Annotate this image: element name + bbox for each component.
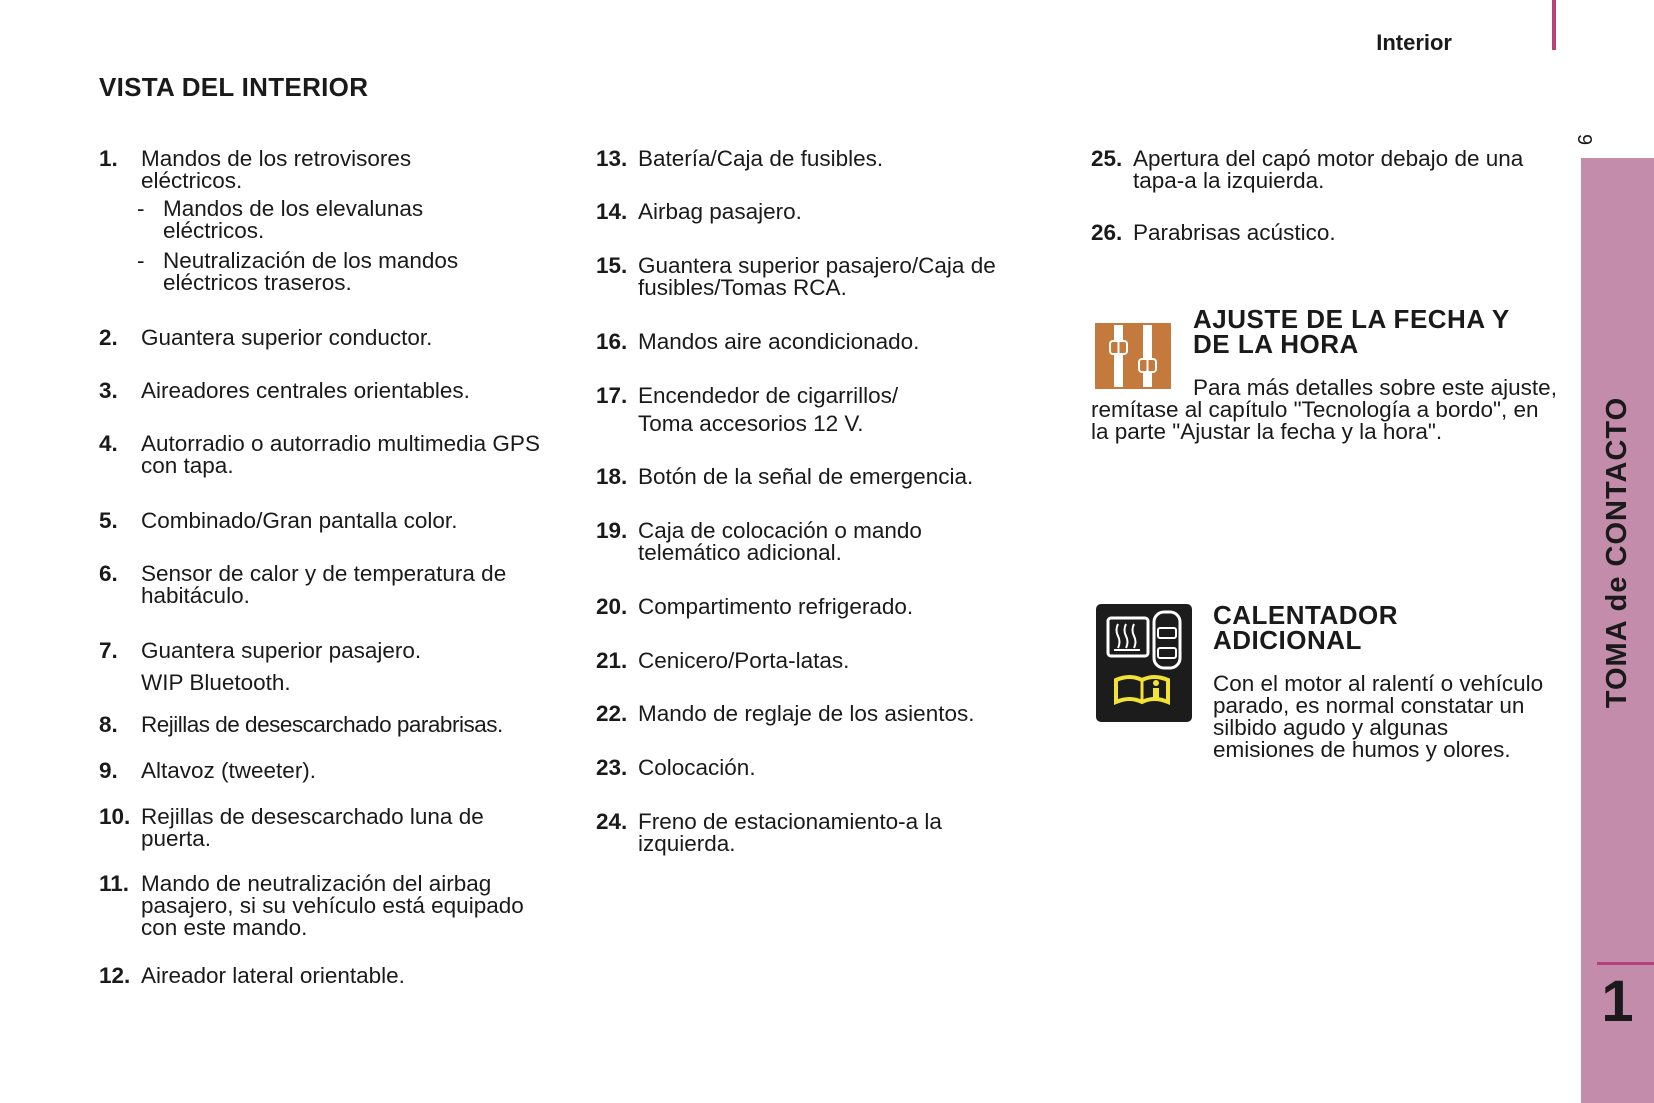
list-item: [596, 757, 1036, 779]
list-item: [99, 640, 569, 662]
list-item: [99, 510, 569, 532]
item-number: 18.: [596, 464, 628, 489]
item-number: 16.: [596, 329, 628, 354]
list-item: [596, 703, 1046, 725]
section-tick: [1552, 0, 1556, 50]
heater-text: Con el motor al ralentí o vehículo parado, es normal constatar un silbido agudo y algunas emisiones de humos y olores.: [1213, 671, 1544, 762]
item-text: Mando de neutralización del airbag pasajero, si su vehículo está equipado con este mando.: [141, 871, 524, 940]
item-text: Mando de reglaje de los asientos.: [638, 701, 975, 726]
item-number: 10.: [99, 804, 131, 829]
heater-info-icon: [1096, 604, 1192, 722]
item-number: 3.: [99, 378, 118, 403]
chapter-rule: [1597, 962, 1654, 965]
sub-item-dash: -: [137, 248, 145, 273]
list-item: [99, 380, 569, 402]
list-item: [596, 201, 1036, 223]
item-text: Aireadores centrales orientables.: [141, 378, 470, 403]
item-number: 21.: [596, 648, 628, 673]
item-number: 22.: [596, 701, 628, 726]
sub-item: [137, 250, 537, 294]
item-number: 5.: [99, 508, 118, 533]
chapter-title-text: TOMA de CONTACTO: [1601, 396, 1633, 708]
list-item: [596, 650, 1036, 672]
list-item: [596, 331, 1036, 353]
list-item: [99, 563, 549, 607]
section-label: Interior: [1376, 30, 1452, 55]
list-item: [596, 466, 1046, 488]
list-item: [99, 714, 579, 736]
item-number: 1.: [99, 146, 118, 171]
list-item: [596, 520, 1016, 564]
list-item: [99, 806, 559, 850]
item-number: 20.: [596, 594, 628, 619]
list-item: [1091, 148, 1551, 192]
item-number: 14.: [596, 199, 628, 224]
item-text: Rejillas de desescarchado parabrisas.: [141, 712, 503, 737]
date-settings-title: AJUSTE DE LA FECHA Y DE LA HORA: [1193, 304, 1510, 359]
item-number: 6.: [99, 561, 118, 586]
list-item: [596, 148, 1036, 170]
item-text: Freno de estacionamiento-a la izquierda.: [638, 809, 942, 856]
item-number: 13.: [596, 146, 628, 171]
item-text: Caja de colocación o mando telemático adicional.: [638, 518, 922, 565]
list-item: [99, 760, 569, 782]
list-item: [596, 596, 1036, 618]
list-item: [596, 255, 1026, 299]
item-text: Botón de la señal de emergencia.: [638, 464, 974, 489]
sub-item-text: Neutralización de los mandos eléctricos traseros.: [163, 248, 459, 295]
item-text: Aireador lateral orientable.: [141, 963, 405, 988]
item-text: Guantera superior pasajero.: [141, 638, 422, 663]
item-text: Parabrisas acústico.: [1133, 220, 1336, 245]
item-text: Guantera superior conductor.: [141, 325, 433, 350]
item-text: Mandos aire acondicionado.: [638, 329, 920, 354]
heater-title: CALENTADOR ADICIONAL: [1213, 600, 1399, 655]
item-number: 26.: [1091, 220, 1123, 245]
list-item: [99, 965, 559, 987]
item-text: Combinado/Gran pantalla color.: [141, 508, 458, 533]
item-text: Mandos de los retrovisores eléctricos.: [141, 146, 412, 193]
list-item: [99, 873, 559, 939]
item-number: 4.: [99, 431, 118, 456]
item-number: 25.: [1091, 146, 1123, 171]
sub-item-text: Mandos de los elevalunas eléctricos.: [163, 196, 424, 243]
item-text: Encendedor de cigarrillos/: [638, 383, 899, 408]
item-number: 2.: [99, 325, 118, 350]
item-number: 19.: [596, 518, 628, 543]
item-text: Sensor de calor y de temperatura de habitáculo.: [141, 561, 507, 608]
item-text: Airbag pasajero.: [638, 199, 802, 224]
list-item: [1091, 222, 1531, 244]
item-extra-line: Toma accesorios 12 V.: [638, 411, 864, 436]
item-text: Cenicero/Porta-latas.: [638, 648, 850, 673]
list-item: [596, 385, 1036, 407]
item-number: 8.: [99, 712, 118, 737]
item-text: Autorradio o autorradio multimedia GPS con tapa.: [141, 431, 540, 478]
date-settings-text: Para más detalles sobre este ajuste, remítase al capítulo "Tecnología a bordo", en la parte "Ajustar la fecha y la hora".: [1091, 375, 1557, 444]
list-item: [596, 811, 1016, 855]
item-number: 7.: [99, 638, 118, 663]
list-item: [99, 148, 499, 192]
sub-item-dash: -: [137, 196, 145, 221]
item-text: Compartimento refrigerado.: [638, 594, 914, 619]
item-text: Apertura del capó motor debajo de una tapa-a la izquierda.: [1133, 146, 1524, 193]
item-text: Batería/Caja de fusibles.: [638, 146, 884, 171]
item-text: Guantera superior pasajero/Caja de fusibles/Tomas RCA.: [638, 253, 996, 300]
item-number: 17.: [596, 383, 628, 408]
item-text: Colocación.: [638, 755, 756, 780]
item-text: Rejillas de desescarchado luna de puerta.: [141, 804, 484, 851]
list-item: [99, 433, 569, 477]
chapter-title: [1581, 157, 1654, 947]
chapter-number: 1: [1601, 969, 1634, 1034]
item-number: 9.: [99, 758, 118, 783]
item-number: 11.: [99, 871, 130, 896]
item-extra-line: WIP Bluetooth.: [141, 670, 291, 695]
sub-item: [137, 198, 497, 242]
page-number: 9: [1573, 133, 1596, 146]
item-number: 24.: [596, 809, 628, 834]
item-number: 12.: [99, 963, 131, 988]
item-text: Altavoz (tweeter).: [141, 758, 317, 783]
item-number: 15.: [596, 253, 628, 278]
page-title: VISTA DEL INTERIOR: [99, 72, 369, 102]
list-item: [99, 327, 569, 349]
item-number: 23.: [596, 755, 628, 780]
